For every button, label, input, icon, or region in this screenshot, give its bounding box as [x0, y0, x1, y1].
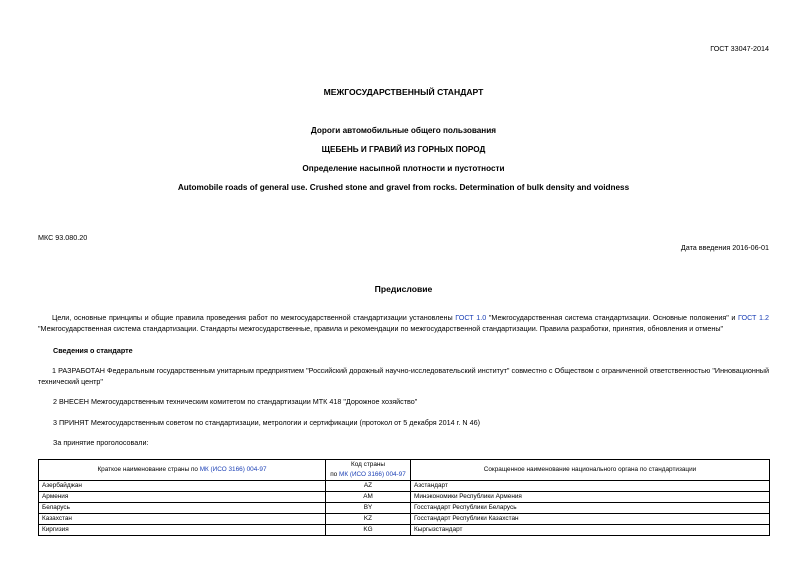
- item-3-adopted: 3 ПРИНЯТ Межгосударственным советом по стандартизации, метрологии и сертификации (протокол от 5 декабря 2014 г. N 46): [53, 418, 480, 427]
- body-cell: Кыргызстандарт: [411, 525, 770, 536]
- body-cell: Минэкономики Республики Армения: [411, 492, 770, 503]
- mk-iso-3166-link[interactable]: МК (ИСО 3166) 004-97: [339, 471, 406, 478]
- document-code: ГОСТ 33047-2014: [710, 44, 769, 53]
- item-1-developed: 1 РАЗРАБОТАН Федеральным государственным унитарным предприятием "Российский дорожный научно-исследовательский институт" совместно с Обществом с ограниченной ответственностью "Инновационный технический центр": [38, 366, 769, 386]
- preface-text-b: "Межгосударственная система стандартизации. Основные положения" и: [486, 313, 738, 322]
- preface-text-c: "Межгосударственная система стандартизации. Стандарты межгосударственные, правила и рекомендации по межгосударственной стандартизации. Правила разработки, принятия, обновления и отмены": [38, 323, 724, 333]
- country-cell: Армения: [39, 492, 326, 503]
- mk-iso-3166-link[interactable]: МК (ИСО 3166) 004-97: [199, 466, 267, 474]
- code-cell: KZ: [326, 514, 411, 525]
- column-header-code: Код страны по МК (ИСО 3166) 004-97: [326, 460, 411, 481]
- table-row: [39, 514, 770, 525]
- about-standard-heading: Сведения о стандарте: [53, 346, 133, 355]
- english-title: Automobile roads of general use. Crushed stone and gravel from rocks. Determination of bulk density and voidness: [177, 183, 630, 192]
- code-cell: AM: [326, 492, 411, 503]
- preface-text-a: Цели, основные принципы и общие правила проведения работ по межгосударственной стандартизации установлены: [52, 313, 456, 322]
- voted-label: За принятие проголосовали:: [53, 438, 149, 447]
- body-cell: Госстандарт Республики Казахстан: [411, 514, 770, 525]
- table-header-row: [39, 460, 770, 481]
- table-row: [39, 481, 770, 492]
- table-row: [39, 492, 770, 503]
- country-cell: Азербайджан: [39, 481, 326, 492]
- country-cell: Беларусь: [39, 503, 326, 514]
- item-2-submitted: 2 ВНЕСЕН Межгосударственным техническим комитетом по стандартизации МТК 418 "Дорожное хозяйство": [53, 397, 418, 406]
- intro-date: Дата введения 2016-06-01: [680, 243, 769, 252]
- body-cell: Госстандарт Республики Беларусь: [411, 503, 770, 514]
- code-cell: BY: [326, 503, 411, 514]
- table-row: [39, 525, 770, 536]
- voting-countries-table: [38, 459, 770, 536]
- gost-1-2-link[interactable]: ГОСТ 1.2: [737, 313, 769, 322]
- country-cell: Казахстан: [39, 514, 326, 525]
- mks-code: МКС 93.080.20: [38, 233, 88, 242]
- title-line-3: Определение насыпной плотности и пустотности: [302, 164, 505, 173]
- title-line-2: ЩЕБЕНЬ И ГРАВИЙ ИЗ ГОРНЫХ ПОРОД: [321, 145, 486, 154]
- preface-paragraph-1: [38, 313, 769, 334]
- body-cell: Азстандарт: [411, 481, 770, 492]
- standard-kind-heading: МЕЖГОСУДАРСТВЕННЫЙ СТАНДАРТ: [323, 87, 484, 97]
- title-line-1: Дороги автомобильные общего пользования: [310, 126, 497, 135]
- country-cell: Киргизия: [39, 525, 326, 536]
- column-header-body: Сокращенное наименование национального органа по стандартизации: [411, 460, 770, 481]
- gost-1-0-link[interactable]: ГОСТ 1.0: [455, 313, 487, 322]
- code-cell: KG: [326, 525, 411, 536]
- table-row: [39, 503, 770, 514]
- code-cell: AZ: [326, 481, 411, 492]
- column-header-country: Краткое наименование страны по МК (ИСО 3166) 004-97: [39, 460, 326, 481]
- preface-heading: Предисловие: [374, 284, 433, 294]
